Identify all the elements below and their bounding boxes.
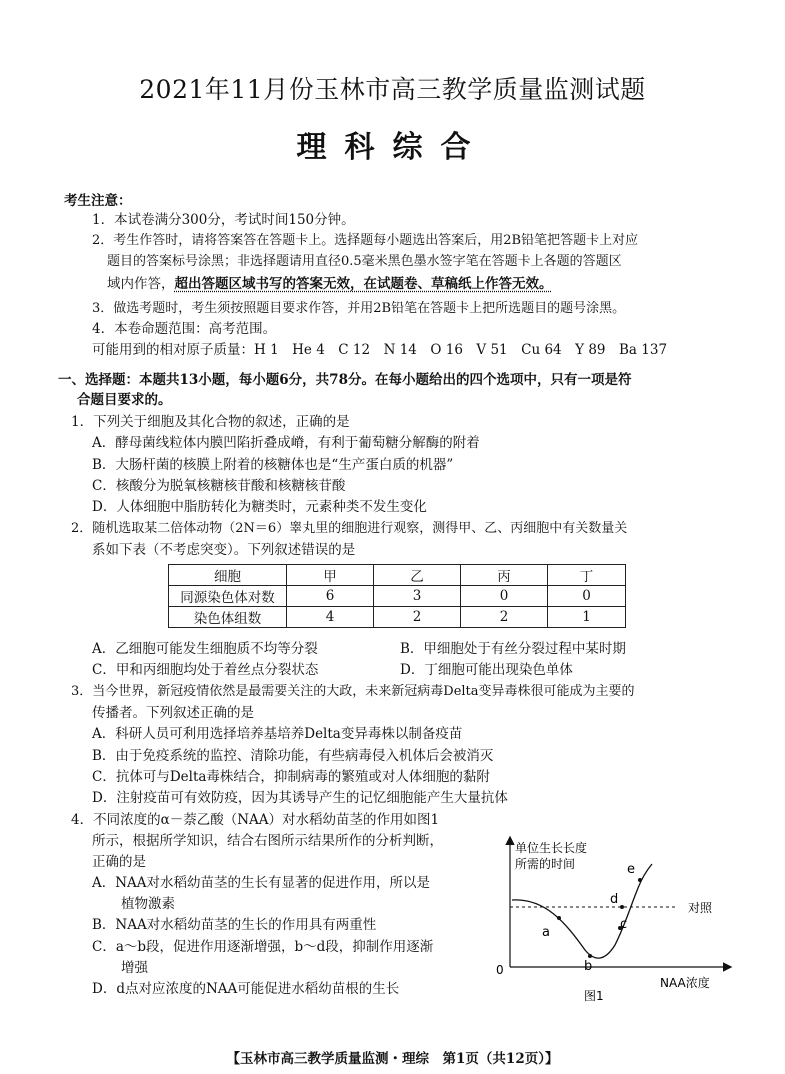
- notice-item-2-cont2: [107, 276, 553, 292]
- point-d-marker: [620, 905, 624, 909]
- table-header-cell: 丙: [461, 565, 548, 586]
- q2-option-a: A．乙细胞可能发生细胞质不均等分裂: [92, 641, 318, 657]
- table-row: [169, 586, 626, 607]
- point-a-marker: [557, 916, 561, 920]
- q4-option-a: A．NAA对水稻幼苗茎的生长有显著的促进作用，所以是: [92, 875, 431, 891]
- notice-item-2: 2．考生作答时，请将答案答在答题卡上。选择题每小题选出答案后，用2B铅笔把答题卡上对应: [92, 233, 639, 248]
- point-b-label: b: [584, 959, 593, 974]
- table-cell: 2: [374, 607, 461, 628]
- y-axis-label: 单位生长长度: [515, 841, 588, 855]
- q3-stem: 3．当今世界，新冠疫情依然是最需要关注的大政，未来新冠病毒Delta变异毒株很可能成为主要的: [71, 684, 635, 699]
- table-header-cell: 乙: [374, 565, 461, 586]
- q4-option-a-cont: 植物激素: [121, 896, 175, 912]
- q4-option-c: C．a～b段，促进作用逐渐增强，b～d段，抑制作用逐渐: [92, 939, 434, 955]
- table-header-cell: 丁: [548, 565, 626, 586]
- q2-option-d: D．丁细胞可能出现染色单体: [400, 662, 573, 678]
- q1-option-b: B．大肠杆菌的核膜上附着的核糖体也是“生产蛋白质的机器”: [92, 457, 454, 473]
- q3-option-b: B．由于免疫系统的监控、清除功能，有些病毒侵入机体后会被消灭: [92, 748, 494, 764]
- q4-stem-cont2: 正确的是: [92, 854, 146, 870]
- notice-warning: 超出答题区域书写的答案无效，在试题卷、草稿纸上作答无效。: [174, 276, 553, 292]
- page-footer: 【玉林市高三教学质量监测・理综 第1页（共12页）】: [226, 1051, 559, 1067]
- notice-heading: 考生注意：: [64, 193, 132, 209]
- table-header-cell: 甲: [287, 565, 374, 586]
- q3-option-a: A．科研人员可利用选择培养基培养Delta变异毒株以制备疫苗: [92, 726, 463, 742]
- q3-stem-cont: 传播者。下列叙述正确的是: [92, 705, 254, 721]
- control-label: 对照: [688, 901, 713, 915]
- q2-option-c: C．甲和丙细胞均处于着丝点分裂状态: [92, 662, 319, 678]
- x-axis-label: NAA浓度: [660, 976, 710, 990]
- q1-option-c: C．核酸分为脱氧核糖核苷酸和核糖核苷酸: [92, 478, 346, 494]
- table-cell: 2: [461, 607, 548, 628]
- point-c-label: c: [620, 917, 628, 932]
- q4-stem-cont: 所示，根据所学知识，结合右图所示结果所作的分析判断，: [92, 833, 443, 849]
- section-heading: 一、选择题：本题共13小题，每小题6分，共78分。在每小题给出的四个选项中，只有一项是符: [58, 372, 632, 388]
- q1-option-a: A．酵母菌线粒体内膜凹陷折叠成嵴，有利于葡萄糖分解酶的附着: [92, 435, 480, 451]
- q2-option-b: B．甲细胞处于有丝分裂过程中某时期: [400, 641, 626, 657]
- point-e-label: e: [627, 862, 635, 877]
- cell-data-table: [168, 564, 626, 628]
- q4-option-c-cont: 增强: [121, 960, 148, 976]
- exam-subject: 理科综合: [296, 130, 489, 165]
- q4-option-b: B．NAA对水稻幼苗茎的生长的作用具有两重性: [92, 917, 377, 933]
- notice-item-3: 3．做选考题时，考生须按照题目要求作答，并用2B铅笔在答题卡上把所选题目的题号涂黑。: [92, 301, 626, 316]
- table-cell: 同源染色体对数: [169, 586, 287, 607]
- q4-option-d: D．d点对应浓度的NAA可能促进水稻幼苗根的生长: [92, 981, 400, 997]
- table-cell: 3: [374, 586, 461, 607]
- response-curve: [512, 864, 652, 958]
- point-a-label: a: [542, 925, 550, 940]
- origin-label: 0: [496, 963, 504, 977]
- table-cell: 1: [548, 607, 626, 628]
- q3-option-c: C．抗体可与Delta毒株结合，抑制病毒的繁殖或对人体细胞的黏附: [92, 769, 490, 785]
- q4-stem: 4．不同浓度的α－萘乙酸（NAA）对水稻幼苗茎的作用如图1: [71, 812, 440, 828]
- q1-option-d: D．人体细胞中脂肪转化为糖类时，元素种类不发生变化: [92, 499, 427, 515]
- figure-1: [490, 830, 750, 1010]
- table-header-row: [169, 565, 626, 586]
- y-axis-label-2: 所需的时间: [515, 857, 576, 871]
- table-cell: 0: [548, 586, 626, 607]
- point-d-label: d: [610, 892, 619, 907]
- notice-item-2-cont: 题目的答案标号涂黑；非选择题请用直径0.5毫米黑色墨水签字笔在答题卡上各题的答题区: [107, 254, 622, 269]
- exam-title: 2021年11月份玉林市高三教学质量监测试题: [139, 75, 646, 104]
- table-cell: 染色体组数: [169, 607, 287, 628]
- point-b-marker: [588, 954, 592, 958]
- table-cell: 6: [287, 586, 374, 607]
- atomic-masses: 可能用到的相对原子质量：H 1 He 4 C 12 N 14 O 16 V 51 Cu 64 Y 89 Ba 137: [92, 342, 668, 358]
- point-e-marker: [638, 878, 642, 882]
- table-cell: 0: [461, 586, 548, 607]
- table-header-cell: 细胞: [169, 565, 287, 586]
- q3-option-d: D．注射疫苗可有效防疫，因为其诱导产生的记忆细胞能产生大量抗体: [92, 790, 508, 806]
- notice-item-1: 1．本试卷满分300分，考试时间150分钟。: [92, 212, 355, 228]
- q2-stem-cont: 系如下表（不考虑突变）。下列叙述错误的是: [92, 542, 356, 558]
- figure-caption: 图1: [584, 989, 604, 1003]
- table-row: [169, 607, 626, 628]
- notice-item-2-text: 域内作答，: [107, 276, 175, 292]
- notice-item-4: 4．本卷命题范围：高考范围。: [92, 321, 277, 337]
- q2-stem: 2．随机选取某二倍体动物（2N＝6）睾丸里的细胞进行观察，测得甲、乙、丙细胞中有关数量关: [71, 521, 628, 536]
- section-heading-cont: 合题目要求的。: [77, 392, 172, 408]
- table-cell: 4: [287, 607, 374, 628]
- q1-stem: 1．下列关于细胞及其化合物的叙述，正确的是: [71, 414, 350, 430]
